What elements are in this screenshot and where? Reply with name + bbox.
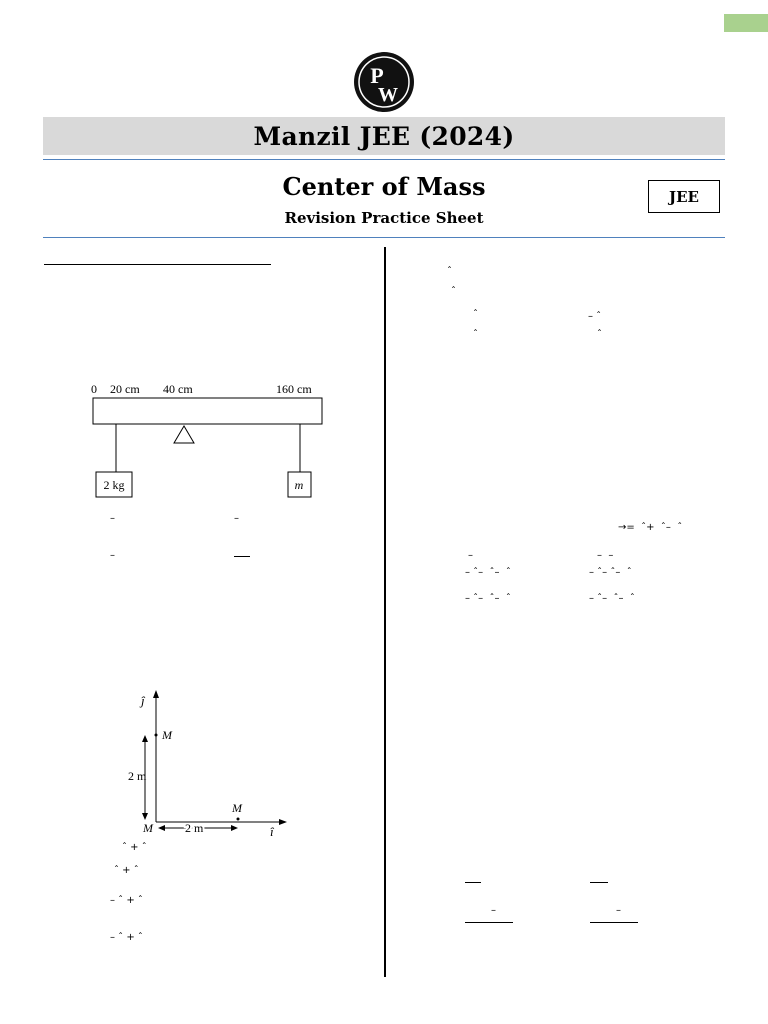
option-a-line-2: – ˆ– ˆ– ˆ <box>465 567 511 578</box>
scale-label-160: 160 cm <box>276 382 312 396</box>
x-axis-label: î <box>270 824 274 836</box>
fraction-rule <box>590 922 638 923</box>
q1-option-b: – <box>234 513 239 524</box>
y-axis-arrow-icon <box>153 690 159 698</box>
beam-figure <box>85 378 330 503</box>
scale-label-40: 40 cm <box>163 382 193 396</box>
fulcrum-icon <box>174 426 194 443</box>
right-mass-label: m <box>294 478 304 492</box>
hat-fragment: ˆ <box>451 286 456 297</box>
option-a-line-1: – <box>468 550 473 561</box>
q2-option-a: ˆ + ˆ <box>122 842 147 853</box>
q2-option-c: – ˆ + ˆ <box>110 895 143 906</box>
column-divider <box>384 247 386 977</box>
right-mass-dot <box>237 818 240 821</box>
hat-fragment: ˆ <box>473 309 478 320</box>
origin-mass-label: M <box>143 821 153 835</box>
fraction-rule <box>465 882 481 883</box>
left-mass-label: 2 kg <box>103 478 125 492</box>
fraction-minus: – <box>616 905 621 916</box>
q2-option-d: – ˆ + ˆ <box>110 932 143 943</box>
horizontal-arrow-left-icon <box>158 825 165 831</box>
vertical-arrow-down-icon <box>142 813 148 820</box>
exam-badge-label: JEE <box>669 187 699 206</box>
hat-fragment: – ˆ <box>588 311 602 322</box>
fraction-minus: – <box>491 905 496 916</box>
horizontal-arrow-right-icon <box>231 825 238 831</box>
vector-equation: →= ˆ+ ˆ– ˆ <box>618 522 683 533</box>
exam-badge <box>648 180 720 213</box>
q1-option-a: – <box>110 513 115 524</box>
option-a-line-3: – ˆ– ˆ– ˆ <box>465 593 511 604</box>
pw-logo-icon <box>353 51 415 113</box>
vertical-distance-label: 2 m <box>128 769 147 783</box>
horizontal-distance-label: 2 m <box>185 821 204 835</box>
page-title: Manzil JEE (2024) <box>253 121 515 151</box>
option-b-line-3: – ˆ– ˆ– ˆ <box>589 593 635 604</box>
fraction-rule <box>590 882 608 883</box>
title-band <box>43 117 725 155</box>
q1-option-d-rule <box>234 556 250 557</box>
option-b-line-1: – – <box>597 550 614 561</box>
top-mass-dot <box>155 734 158 737</box>
page-tab <box>724 14 768 32</box>
q1-option-c: – <box>110 550 115 561</box>
top-mass-label: M <box>162 728 172 742</box>
hat-fragment: ˆ <box>447 266 452 277</box>
vertical-arrow-up-icon <box>142 735 148 742</box>
scale-label-20: 20 cm <box>110 382 140 396</box>
svg-text:P: P <box>370 63 384 88</box>
scale-label-0: 0 <box>91 382 97 396</box>
q2-option-b: ˆ + ˆ <box>114 865 139 876</box>
y-axis-label: ĵ <box>141 693 145 708</box>
right-mass-axis-label: M <box>232 801 242 815</box>
header-bottom-divider <box>43 237 725 238</box>
option-b-line-2: – ˆ– ˆ– ˆ <box>589 567 632 578</box>
beam <box>93 398 322 424</box>
doc-subtitle: Revision Practice Sheet <box>284 209 484 227</box>
x-axis-arrow-icon <box>279 819 287 825</box>
axes-figure <box>125 686 290 836</box>
fraction-rule <box>465 922 513 923</box>
hat-fragment: ˆ <box>473 329 478 340</box>
hat-fragment: ˆ <box>597 329 602 340</box>
svg-text:W: W <box>378 84 398 106</box>
section-underline <box>44 264 271 265</box>
header-divider <box>43 159 725 160</box>
doc-title: Center of Mass <box>282 172 486 201</box>
